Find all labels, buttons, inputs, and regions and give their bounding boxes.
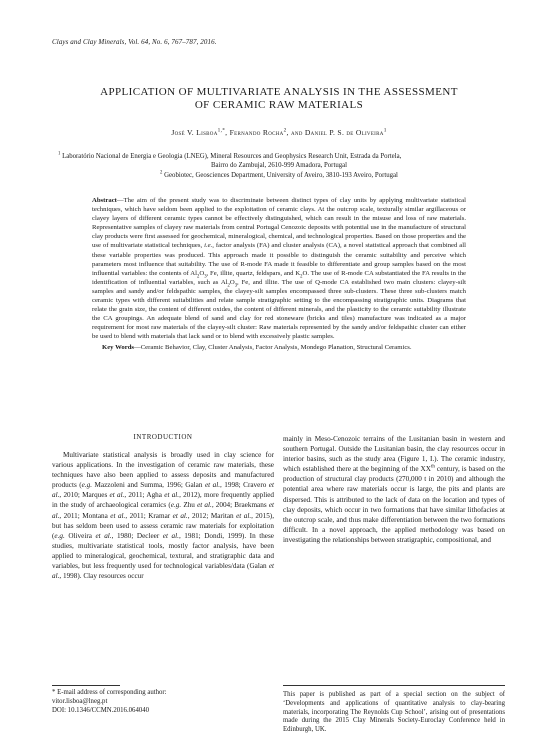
body-text: Zhu — [181, 501, 198, 510]
author-3-name: Daniel P. S. de Oliveira — [304, 128, 384, 137]
abstract-text: O — [199, 269, 205, 277]
abstract-text: , Fe, and illite. The use of Q-mode CA established two main clusters: clayey-silt samples and sandy and/or feldspathic samples, the clayey-silt samples encompassed three sub-clusters. These three sub-clusters match ceramic types with different suitabilities and relate sample stratigraphic setting to the encompassing stratigraphic units. Diagrams that relate the grain size, the content of different oxides, the content of different minerals, and the plasticity to the ceramic suitability illustrate the CA groupings. An adequate blend of sand and clay for red stoneware (bricks and tiles) manufacture was indicated as a major requirement for most raw materials of the clayey-silt cluster: Raw materials represented by the sandy and/or feldspathic cluster can either be used to blend with materials that lack sand or to blend with excessively plastic samples. — [92, 278, 466, 341]
body-text: , 1981; Dondi, 1999). In these studies, multivariate statistical tools, mostly factor analysis, have been applied to mineralogical, geochemical, textural, and stratigraphic data and variables, but less frequently used for technological variables/data (Galan — [52, 531, 274, 571]
subscript: 2 — [227, 283, 230, 289]
subscript: 3 — [204, 274, 207, 280]
title-line-1: APPLICATION OF MULTIVARIATE ANALYSIS IN THE ASSESSMENT — [100, 86, 458, 98]
key-words-label: Key Words — [102, 343, 135, 351]
italic-abbreviation: et al. — [197, 501, 212, 510]
abstract-text: —The aim of the present study was to discriminate between distinct types of clay units by applying multivariate statistical techniques, which have seldom been applied to the exploitation of ceramic clays. At the outcrop scale, texturally similar argillaceous or clayey layers of different ceramic types cannot be effectively distinguished, which can result in the misuse and loss of raw materials. Representative samples of clayey raw materials from central Portugal Cenozoic deposits with potential use in the manufacture of structural clay products were first assessed for geochemical, mineralogical, chemical, and technological properties. Based on those properties and the use of multivariate statistical techniques, — [92, 197, 466, 250]
affiliation-1-cont: Bairro do Zambujal, 2610-999 Amadora, Portugal — [210, 162, 348, 170]
affiliation-2-mark: 2 — [160, 170, 163, 176]
italic-abbreviation: et al. — [172, 511, 188, 520]
footnote-email-label: * E-mail address of corresponding author: — [52, 689, 167, 696]
italic-abbreviation: et al. — [204, 481, 221, 490]
affiliations — [52, 152, 506, 180]
body-text: Mazzoleni and Summa, 1996; Galan — [92, 481, 205, 490]
italic-abbreviation: et al. — [109, 491, 125, 500]
italic-abbreviation: e.g. — [170, 501, 182, 510]
body-text: mainly in Meso-Cenozoic terrains of the Lusitanian basin in western and southern Portugal. Outside the Lusitanian basin, the clay resources occur in interior basins, such as the study area (Figure 1, I.). The ceramic industry, which established there at the beginning of the XX — [283, 435, 505, 474]
body-text: , 2011; Montana — [59, 511, 111, 520]
body-column-left — [52, 450, 274, 581]
body-text: , 1980; Decleer — [111, 531, 163, 540]
body-text: , 2010; Marques — [59, 491, 110, 500]
body-text: , 2015), but has seldom been used to assess ceramic raw materials for exploitation ( — [52, 511, 275, 540]
abstract-text: , Fe, illite, quartz, feldspars, and K — [206, 269, 301, 277]
body-text: , 2012), more frequently applied in the study of archaeological ceramics ( — [52, 491, 274, 510]
special-section-divider — [283, 685, 505, 686]
italic-abbreviation: et al. — [52, 481, 274, 500]
abstract-body — [92, 196, 466, 342]
body-text: Multivariate statistical analysis is broadly used in clay science for various applications. In the investigation of ceramic raw materials, these techniques have also been applied to assess deposits and manufactured products ( — [52, 451, 274, 490]
abstract-italic: i.e. — [204, 242, 213, 250]
footnote-divider — [52, 685, 120, 686]
author-list — [52, 128, 506, 137]
intro-paragraph-1 — [52, 450, 274, 581]
intro-paragraph-2 — [283, 434, 505, 545]
body-column-right — [283, 434, 505, 545]
body-text: , 1998). Clay resources occur — [59, 572, 144, 581]
body-text: Oliveira — [64, 531, 96, 540]
italic-abbreviation: et al. — [162, 531, 179, 540]
corresponding-author-footnote — [52, 689, 274, 715]
affiliation-1-text: Laboratório Nacional de Energia e Geologia (LNEG), Mineral Resources and Geophysics Research Unit, Estrada da Portela, — [60, 153, 402, 160]
author-2-mark: 2 — [283, 127, 287, 134]
subscript: 2 — [300, 274, 303, 280]
abstract-label: Abstract — [92, 197, 117, 204]
italic-abbreviation: e.g. — [54, 531, 65, 540]
author-1-mark: 1,* — [217, 127, 226, 134]
journal-citation: Clays and Clay Minerals, Vol. 64, No. 6, 767–787, 2016. — [52, 38, 217, 46]
key-words — [92, 343, 466, 352]
special-section-note: This paper is published as part of a special section on the subject of ‘Developments and applications of quantitative analysis to clay-bearing materials, incorporating The Reynolds Cup School’, arising out of presentations made during the 2015 Clay Minerals Society-Euroclay Conference held in Edinburgh, UK. — [283, 691, 505, 734]
body-text: , 1998; Cravero — [220, 481, 269, 490]
affiliation-1 — [52, 152, 506, 161]
italic-abbreviation: et al. — [52, 562, 274, 581]
subscript: 3 — [234, 283, 238, 289]
affiliation-2 — [52, 171, 506, 180]
author-1-name: José V. Lisboa — [171, 128, 218, 137]
body-text: , 2011; Kramar — [125, 511, 173, 520]
author-2-name: Fernando Rocha — [229, 128, 284, 137]
section-heading-introduction: INTRODUCTION — [133, 433, 193, 441]
subscript: 2 — [197, 274, 200, 280]
superscript: th — [430, 464, 435, 470]
body-text: , 2012; Maritan — [187, 511, 237, 520]
footnote-doi: DOI: 10.1346/CCMN.2016.064040 — [52, 706, 150, 714]
body-text: , 2011; Agha — [124, 491, 165, 500]
italic-abbreviation: et al. — [52, 501, 274, 520]
affiliation-2-text: Geobiotec, Geosciences Department, University of Aveiro, 3810-193 Aveiro, Portugal — [162, 171, 398, 179]
italic-abbreviation: et al. — [236, 511, 252, 520]
abstract-text: O — [229, 278, 235, 286]
affiliation-1-mark: 1 — [58, 151, 61, 157]
abstract-text: , factor analysis (FA) and cluster analysis (CA), a novel statistical approach that combined all these variable properties was produced. This approach made it possible to distinguish the ceramic suitability and perceive which parameters most influence that suitability. The use of R-mode FA made it feasible to differentiate and group samples based on the most influential variables: the contents of Al — [92, 242, 466, 277]
author-separator: , and — [286, 128, 305, 137]
footnote-email[interactable]: vitor.lisboa@lneg.pt — [52, 697, 108, 705]
key-words-text: —Ceramic Behavior, Clay, Cluster Analysis, Factor Analysis, Mondego Planation, Structural Ceramics. — [134, 343, 412, 351]
paper-title — [52, 86, 506, 112]
italic-abbreviation: et al. — [110, 511, 126, 520]
author-3-mark: 1 — [383, 127, 387, 134]
body-text: , 2004; Braekmans — [211, 501, 269, 510]
body-text: century, is based on the production of structural clay products (270,000 t in 2010) and although the potential area where raw materials occur is large, the pits and plants are dispersed. This is attributed to the lack of data on the location and types of clay deposits, which occur in two formations that have similar lithofacies at the outcrop scale, and thus make differentiation between the two formations difficult. In a novel approach, the applied methodology was based on investigating the relationships between stratigraphic, compositional, and — [283, 465, 505, 544]
italic-abbreviation: e.g. — [81, 481, 93, 490]
abstract — [92, 196, 466, 352]
abstract-text: O. The use of R-mode CA substantiated the FA results in the identification of influential variables, such as Al — [92, 269, 467, 286]
italic-abbreviation: et al. — [95, 531, 112, 540]
author-separator: , — [225, 128, 230, 137]
title-line-2: OF CERAMIC RAW MATERIALS — [194, 99, 364, 111]
italic-abbreviation: et al. — [164, 491, 180, 500]
